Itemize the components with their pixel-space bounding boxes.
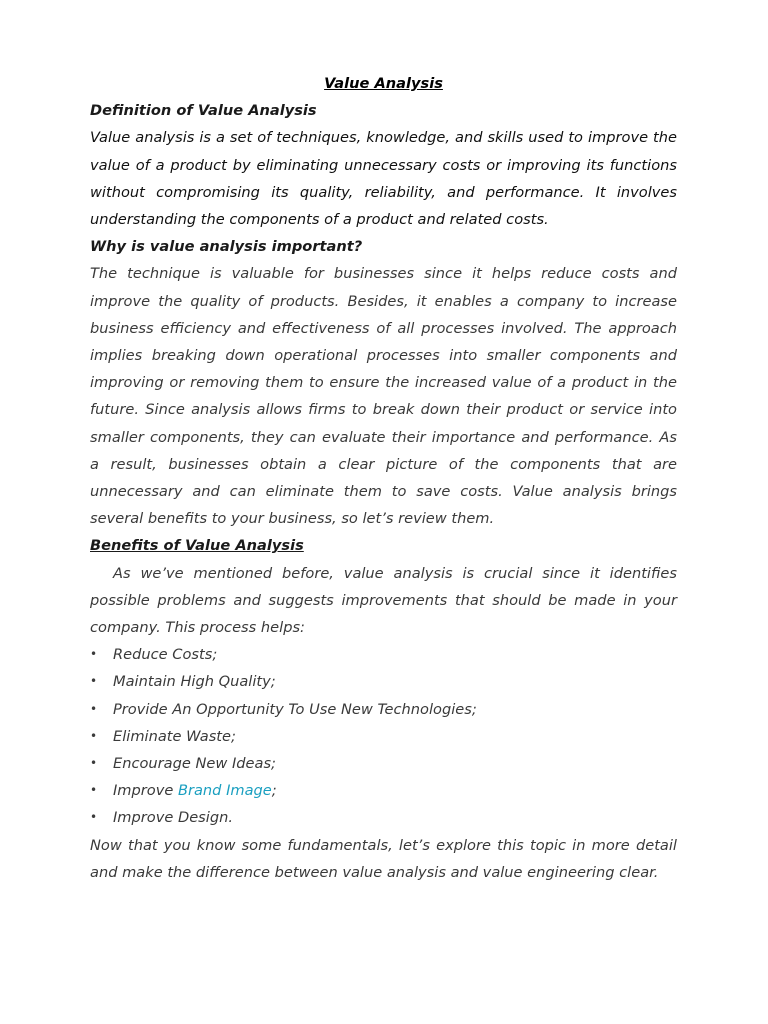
bullet-icon: • xyxy=(90,728,98,743)
benefits-intro-paragraph: As we’ve mentioned before, value analysis is crucial since it identifies possible problems and suggests improvements that should be made in your company. This process helps: xyxy=(90,564,677,637)
benefits-heading: Benefits of Value Analysis xyxy=(90,537,304,555)
definition-paragraph: Value analysis is a set of techniques, knowledge, and skills used to improve the value of a product by eliminating unnecessary costs or improving its functions without compromising its quality, reliability, and performance. It involves understanding the components of a product and related costs. xyxy=(90,129,677,229)
list-item-text: Eliminate Waste; xyxy=(113,727,236,745)
definition-heading: Definition of Value Analysis xyxy=(90,102,317,120)
bullet-icon: • xyxy=(90,810,98,825)
benefits-list xyxy=(90,641,677,831)
document-page xyxy=(90,70,677,886)
closing-paragraph: Now that you know some fundamentals, let’s explore this topic in more detail and make the difference between value analysis and value engineering clear. xyxy=(90,836,677,881)
list-item xyxy=(90,641,677,668)
brand-image-link[interactable]: Brand Image xyxy=(177,782,272,800)
list-item xyxy=(90,696,677,723)
list-item-text: Encourage New Ideas; xyxy=(113,755,276,773)
list-item-text: Provide An Opportunity To Use New Technologies; xyxy=(113,700,477,718)
list-item-text: Improve Design. xyxy=(113,809,233,827)
list-item xyxy=(90,668,677,695)
why-heading: Why is value analysis important? xyxy=(90,238,363,256)
document-title: Value Analysis xyxy=(324,75,443,92)
list-item-prefix: Improve xyxy=(113,782,178,800)
list-item-text: Maintain High Quality; xyxy=(113,673,276,691)
bullet-icon: • xyxy=(90,756,98,771)
list-item xyxy=(90,723,677,750)
why-paragraph: The technique is valuable for businesses since it helps reduce costs and improve the quality of products. Besides, it enables a company to increase business efficiency and effectiveness of all processes involved. The approach implies breaking down operational processes into smaller components and improving or removing them to ensure the increased value of a product in the future. Since analysis allows firms to break down their product or service into smaller components, they can evaluate their importance and performance. As a result, businesses obtain a clear picture of the components that are unnecessary and can eliminate them to save costs. Value analysis brings several benefits to your business, so let’s review them. xyxy=(90,265,677,528)
list-item xyxy=(90,750,677,777)
bullet-icon: • xyxy=(90,647,98,662)
bullet-icon: • xyxy=(90,783,98,798)
bullet-icon: • xyxy=(90,701,98,716)
list-item-text: Reduce Costs; xyxy=(113,646,218,664)
list-item-brand-image xyxy=(90,777,677,804)
list-item xyxy=(90,804,677,831)
bullet-icon: • xyxy=(90,674,98,689)
list-item-suffix: ; xyxy=(271,782,277,800)
